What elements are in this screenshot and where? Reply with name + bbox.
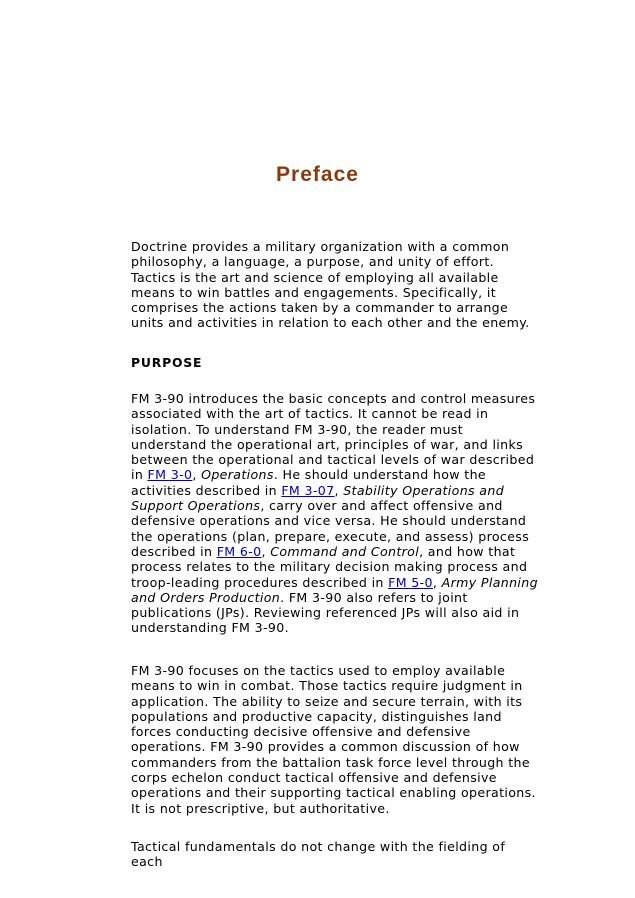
italic-title: Operations xyxy=(201,467,274,483)
italic-title: Stability Operations and Support Operations xyxy=(131,482,505,514)
page-title: Preface xyxy=(276,163,359,186)
fundamentals-paragraph xyxy=(131,839,541,870)
text-segment: FM 3-90 introduces the basic concepts and control measures associated with the art of tactics. It cannot be read in isolation. To understand FM 3-90, the reader must understand the operational art, principles of war, and links between the operational and tactical levels of war described in xyxy=(131,391,536,483)
fundamentals-text: Tactical fundamentals do not change with the fielding of each xyxy=(131,839,506,870)
text-segment: , xyxy=(334,482,344,498)
link-fm-6-0[interactable]: FM 6-0 xyxy=(216,543,262,559)
text-segment: . He should understand how the activities described in xyxy=(131,467,487,498)
intro-paragraph xyxy=(131,239,541,331)
text-segment: , xyxy=(432,574,442,590)
link-fm-3-0[interactable]: FM 3-0 xyxy=(147,467,193,483)
text-segment: , xyxy=(192,467,202,483)
purpose-paragraph xyxy=(131,391,541,636)
tactics-paragraph xyxy=(131,663,541,816)
text-segment: , carry over and affect offensive and defensive operations and vice versa. He should understand the operations (plan, prepare, execute, and assess) process described in xyxy=(131,498,530,559)
text-segment: . FM 3-90 also refers to joint publications (JPs). Reviewing referenced JPs will also aid in understanding FM 3-90. xyxy=(131,589,520,636)
intro-text: Doctrine provides a military organization with a common philosophy, a language, a purpose, and unity of effort. Tactics is the art and science of employing all available means to win battles and engagements. Specifically, it comprises the actions taken by a commander to arrange units and activities in relation to each other and the enemy. xyxy=(131,239,530,331)
link-fm-5-0[interactable]: FM 5-0 xyxy=(388,574,433,590)
text-segment: , xyxy=(261,543,271,559)
link-fm-3-07[interactable]: FM 3-07 xyxy=(281,482,335,498)
tactics-text: FM 3-90 focuses on the tactics used to employ available means to win in combat. Those tactics require judgment in application. The ability to seize and secure terrain, with its populations and productive capacity, distinguishes land forces conducting decisive offensive and defensive operations. FM 3-90 provides a common discussion of how commanders from the battalion task force level through the corps echelon conduct tactical offensive and defensive operations and their supporting tactical enabling operations. It is not prescriptive, but authoritative. xyxy=(131,663,536,816)
italic-title: Army Planning and Orders Production xyxy=(131,574,538,605)
italic-title: Command and Control xyxy=(270,543,420,559)
text-segment: , and how that process relates to the military decision making process and troop-leading procedures described in xyxy=(131,543,528,590)
purpose-heading: PURPOSE xyxy=(131,355,203,370)
